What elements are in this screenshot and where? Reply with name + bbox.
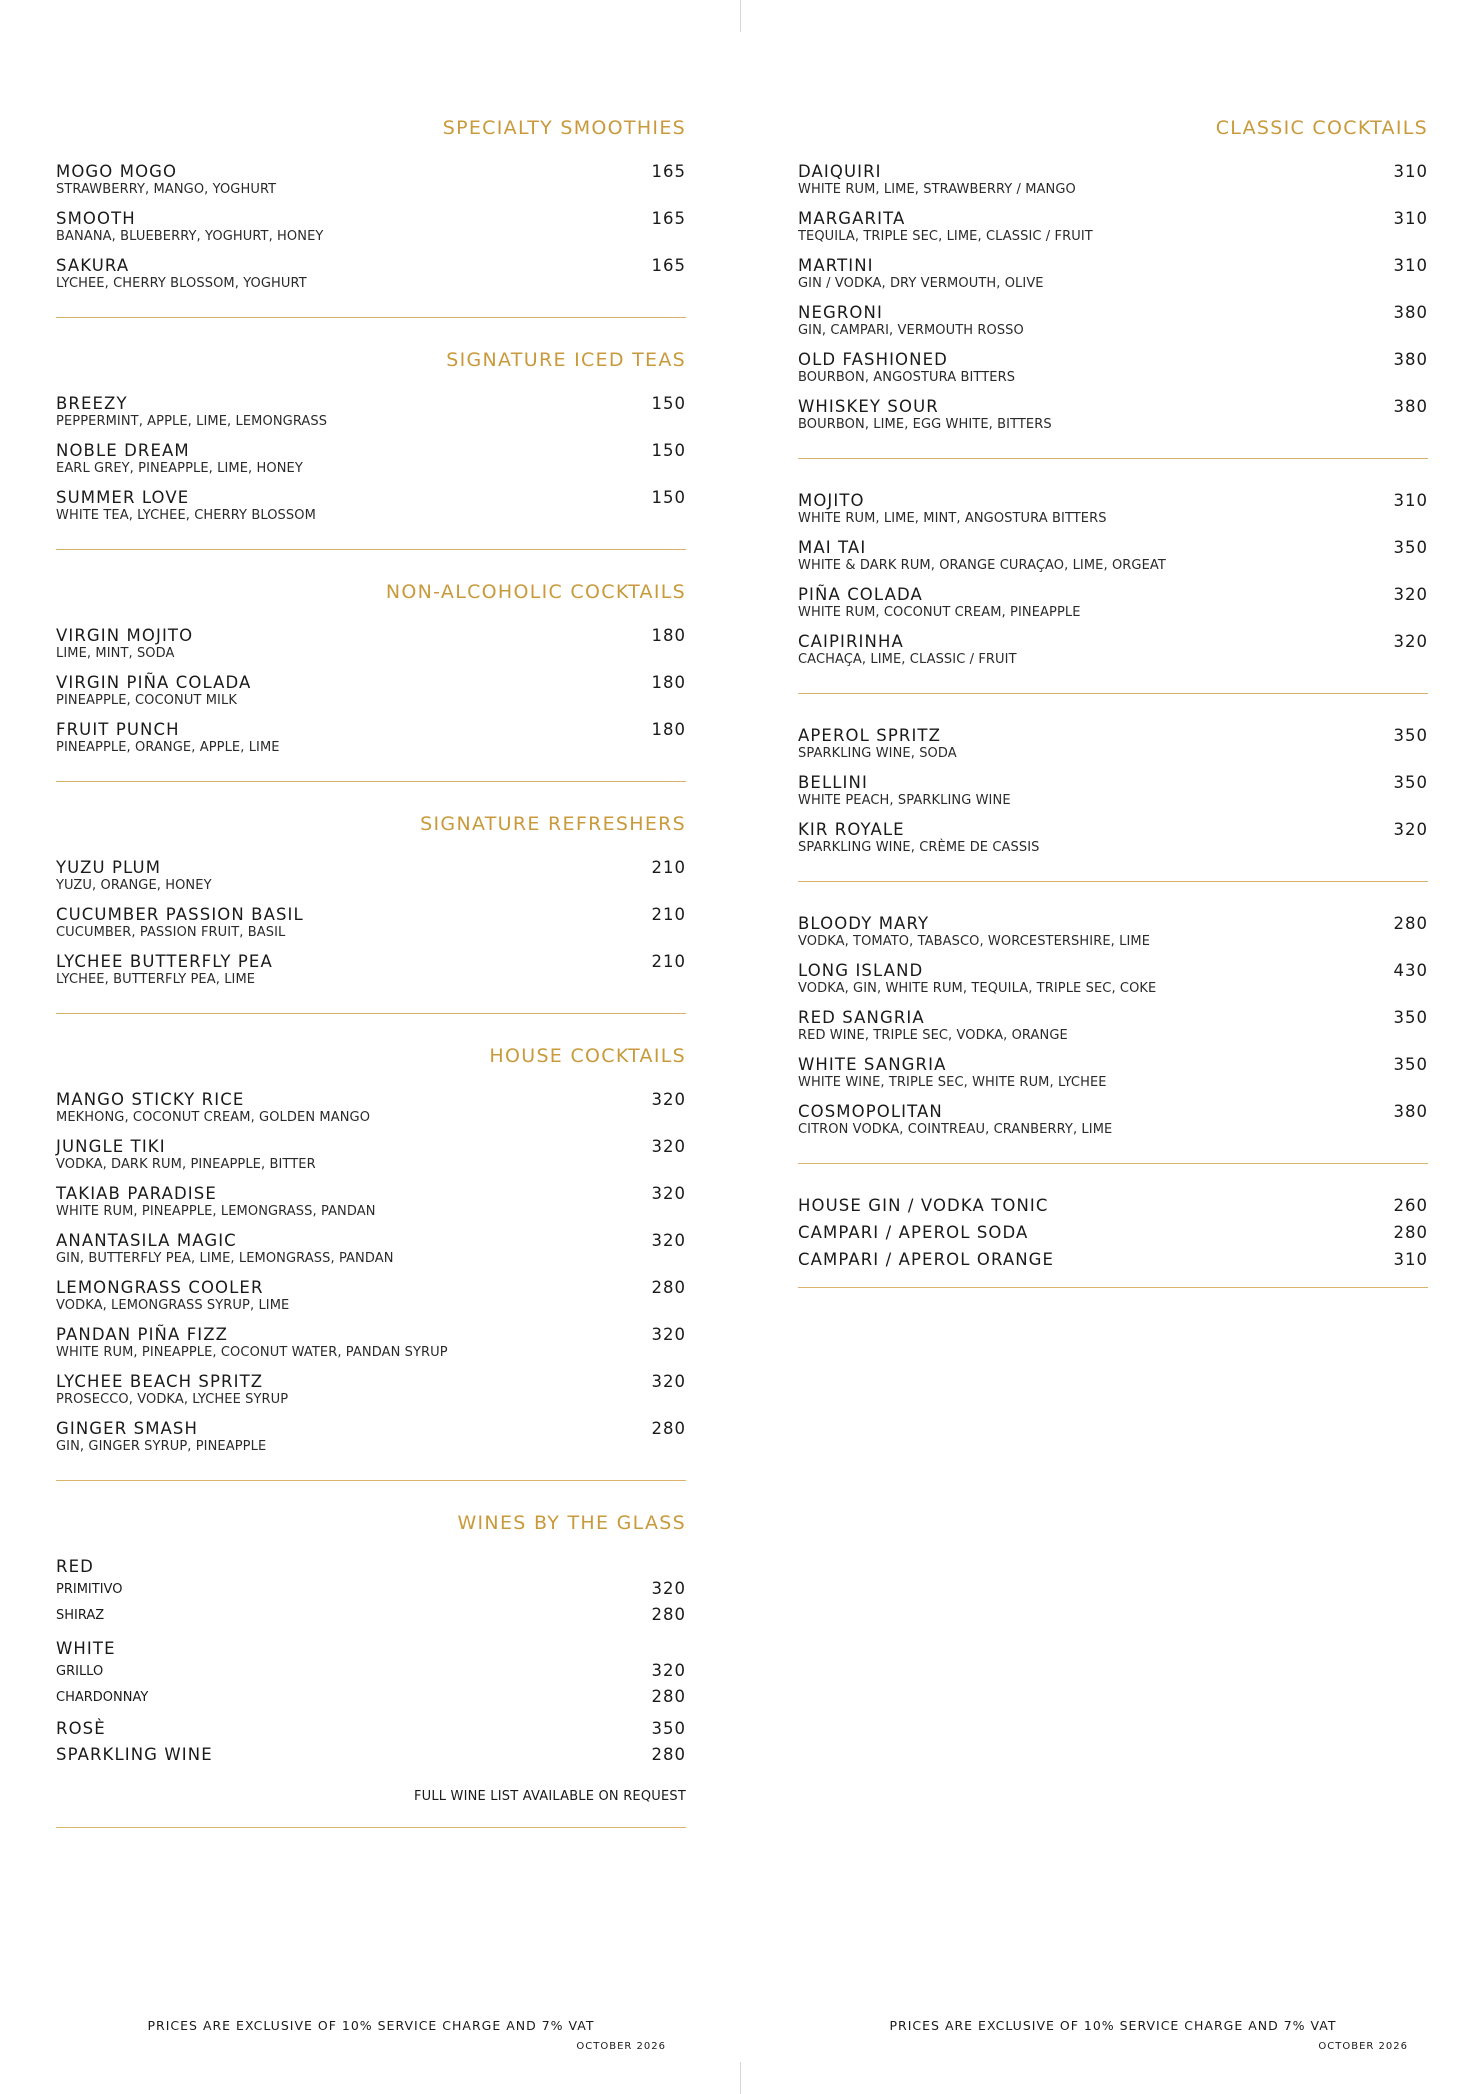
item-desc: LYCHEE, BUTTERFLY PEA, LIME [56, 972, 256, 987]
menu-item [798, 256, 1428, 303]
item-price: 380 [1393, 1102, 1428, 1121]
item-desc: CUCUMBER, PASSION FRUIT, BASIL [56, 925, 286, 940]
wine-name: SHIRAZ [56, 1608, 105, 1623]
item-price: 280 [1393, 1223, 1428, 1242]
item-name: JUNGLE TIKI [56, 1137, 166, 1156]
item-name: LEMONGRASS COOLER [56, 1278, 264, 1297]
menu-item [798, 961, 1428, 1008]
item-price: 350 [1393, 726, 1428, 745]
wine-row [56, 1687, 686, 1713]
menu-item [56, 1137, 686, 1184]
menu-item [56, 1372, 686, 1419]
item-desc: GIN, GINGER SYRUP, PINEAPPLE [56, 1439, 267, 1454]
item-price: 150 [651, 394, 686, 413]
menu-item [56, 673, 686, 720]
menu-item [798, 914, 1428, 961]
menu-item [56, 162, 686, 209]
item-price: 260 [1393, 1196, 1428, 1215]
item-name: WHISKEY SOUR [798, 397, 939, 416]
section-house-cocktails [56, 1046, 686, 1513]
section-title: CLASSIC COCKTAILS [1215, 117, 1428, 139]
item-name: BELLINI [798, 773, 868, 792]
item-price: 380 [1393, 397, 1428, 416]
item-price: 320 [1393, 820, 1428, 839]
item-name: NOBLE DREAM [56, 441, 190, 460]
section-title: SPECIALTY SMOOTHIES [442, 117, 686, 139]
item-name: LYCHEE BUTTERFLY PEA [56, 952, 273, 971]
wine-group-white [56, 1639, 686, 1713]
item-desc: PROSECCO, VODKA, LYCHEE SYRUP [56, 1392, 289, 1407]
item-name: CAIPIRINHA [798, 632, 904, 651]
menu-item [56, 256, 686, 303]
item-price: 430 [1393, 961, 1428, 980]
wine-price: 280 [651, 1687, 686, 1706]
item-price: 310 [1393, 162, 1428, 181]
item-name: PIÑA COLADA [798, 585, 923, 604]
price-disclaimer: PRICES ARE EXCLUSIVE OF 10% SERVICE CHARGE AND 7% VAT [147, 2018, 595, 2033]
menu-item [56, 441, 686, 488]
item-price: 380 [1393, 303, 1428, 322]
item-name: MARGARITA [798, 209, 906, 228]
item-name: PANDAN PIÑA FIZZ [56, 1325, 229, 1344]
item-price: 350 [1393, 538, 1428, 557]
item-desc: WHITE TEA, LYCHEE, CHERRY BLOSSOM [56, 508, 316, 523]
menu-date: OCTOBER 2026 [576, 2041, 666, 2052]
item-price: 150 [651, 488, 686, 507]
menu-item [798, 585, 1428, 632]
menu-item [798, 397, 1428, 444]
section-title: WINES BY THE GLASS [457, 1512, 686, 1534]
item-price: 180 [651, 626, 686, 645]
item-price: 165 [651, 162, 686, 181]
section-specialty-smoothies [56, 118, 686, 350]
menu-item [798, 350, 1428, 397]
item-desc: LYCHEE, CHERRY BLOSSOM, YOGHURT [56, 276, 307, 291]
section-title: SIGNATURE REFRESHERS [420, 813, 686, 835]
wine-name: CHARDONNAY [56, 1690, 149, 1705]
item-desc: WHITE WINE, TRIPLE SEC, WHITE RUM, LYCHEE [798, 1075, 1107, 1090]
item-price: 320 [651, 1184, 686, 1203]
wine-row-sparkling [56, 1745, 686, 1771]
item-desc: VODKA, DARK RUM, PINEAPPLE, BITTER [56, 1157, 316, 1172]
item-desc: SPARKLING WINE, SODA [798, 746, 957, 761]
menu-item [56, 1278, 686, 1325]
menu-item [56, 626, 686, 673]
item-desc: WHITE RUM, LIME, MINT, ANGOSTURA BITTERS [798, 511, 1107, 526]
item-desc: VODKA, TOMATO, TABASCO, WORCESTERSHIRE, LIME [798, 934, 1151, 949]
item-desc: WHITE RUM, PINEAPPLE, COCONUT WATER, PANDAN SYRUP [56, 1345, 448, 1360]
menu-date: OCTOBER 2026 [1318, 2041, 1408, 2052]
menu-item [56, 952, 686, 999]
section-wines-by-the-glass [56, 1513, 686, 1828]
item-name: APEROL SPRITZ [798, 726, 941, 745]
wine-name: PRIMITIVO [56, 1582, 123, 1597]
item-name: MARTINI [798, 256, 874, 275]
item-desc: GIN, CAMPARI, VERMOUTH ROSSO [798, 323, 1024, 338]
item-price: 165 [651, 256, 686, 275]
item-name: BLOODY MARY [798, 914, 930, 933]
item-desc: VODKA, LEMONGRASS SYRUP, LIME [56, 1298, 290, 1313]
wine-name: ROSÈ [56, 1719, 106, 1738]
item-price: 320 [651, 1372, 686, 1391]
wine-price: 320 [651, 1661, 686, 1680]
wine-name: SPARKLING WINE [56, 1745, 213, 1764]
wine-group-label: RED [56, 1557, 94, 1576]
menu-item [798, 209, 1428, 256]
item-name: HOUSE GIN / VODKA TONIC [798, 1196, 1049, 1215]
item-price: 320 [651, 1090, 686, 1109]
item-desc: BOURBON, ANGOSTURA BITTERS [798, 370, 1016, 385]
item-name: WHITE SANGRIA [798, 1055, 947, 1074]
item-name: MOJITO [798, 491, 865, 510]
item-desc: RED WINE, TRIPLE SEC, VODKA, ORANGE [798, 1028, 1068, 1043]
wine-price: 350 [651, 1719, 686, 1738]
menu-item [56, 394, 686, 441]
item-desc: SPARKLING WINE, CRÈME DE CASSIS [798, 840, 1040, 855]
item-name: SMOOTH [56, 209, 136, 228]
fold-line-bottom [740, 2062, 741, 2094]
item-price: 310 [1393, 1250, 1428, 1269]
menu-item [56, 858, 686, 905]
item-name: SUMMER LOVE [56, 488, 190, 507]
item-desc: WHITE & DARK RUM, ORANGE CURAÇAO, LIME, ORGEAT [798, 558, 1166, 573]
section-non-alcoholic-cocktails [56, 582, 686, 814]
item-price: 180 [651, 673, 686, 692]
item-desc: BANANA, BLUEBERRY, YOGHURT, HONEY [56, 229, 324, 244]
item-price: 320 [651, 1325, 686, 1344]
item-desc: STRAWBERRY, MANGO, YOGHURT [56, 182, 277, 197]
item-desc: PINEAPPLE, ORANGE, APPLE, LIME [56, 740, 280, 755]
item-desc: WHITE PEACH, SPARKLING WINE [798, 793, 1011, 808]
wine-list-note: FULL WINE LIST AVAILABLE ON REQUEST [413, 1789, 686, 1804]
item-price: 310 [1393, 209, 1428, 228]
menu-item [798, 1196, 1428, 1223]
item-name: FRUIT PUNCH [56, 720, 180, 739]
item-name: CUCUMBER PASSION BASIL [56, 905, 304, 924]
item-desc: TEQUILA, TRIPLE SEC, LIME, CLASSIC / FRUIT [798, 229, 1093, 244]
item-price: 280 [651, 1419, 686, 1438]
item-name: BREEZY [56, 394, 128, 413]
item-desc: VODKA, GIN, WHITE RUM, TEQUILA, TRIPLE SEC, COKE [798, 981, 1157, 996]
item-desc: WHITE RUM, PINEAPPLE, LEMONGRASS, PANDAN [56, 1204, 376, 1219]
menu-item [56, 1231, 686, 1278]
menu-item [798, 538, 1428, 585]
item-price: 320 [651, 1231, 686, 1250]
menu-item [798, 303, 1428, 350]
item-price: 320 [1393, 632, 1428, 651]
item-name: CAMPARI / APEROL SODA [798, 1223, 1029, 1242]
item-price: 280 [1393, 914, 1428, 933]
item-desc: LIME, MINT, SODA [56, 646, 175, 661]
item-price: 310 [1393, 491, 1428, 510]
menu-item [798, 1102, 1428, 1149]
item-price: 350 [1393, 1008, 1428, 1027]
menu-item [798, 1223, 1428, 1250]
menu-item [56, 1325, 686, 1372]
menu-item [798, 1008, 1428, 1055]
item-desc: BOURBON, LIME, EGG WHITE, BITTERS [798, 417, 1052, 432]
item-price: 280 [651, 1278, 686, 1297]
item-name: ANANTASILA MAGIC [56, 1231, 237, 1250]
wine-price: 280 [651, 1745, 686, 1764]
menu-item [56, 488, 686, 535]
right-column [798, 118, 1428, 1288]
menu-item [798, 773, 1428, 820]
footer-right [798, 2018, 1428, 2052]
menu-item [56, 720, 686, 767]
item-desc: EARL GREY, PINEAPPLE, LIME, HONEY [56, 461, 303, 476]
item-price: 210 [651, 905, 686, 924]
menu-item [798, 162, 1428, 209]
footer-left [56, 2018, 686, 2052]
item-price: 210 [651, 858, 686, 877]
section-divider [56, 1827, 686, 1828]
price-disclaimer: PRICES ARE EXCLUSIVE OF 10% SERVICE CHARGE AND 7% VAT [889, 2018, 1337, 2033]
item-price: 165 [651, 209, 686, 228]
wine-row [56, 1579, 686, 1605]
section-signature-iced-teas [56, 350, 686, 582]
item-desc: YUZU, ORANGE, HONEY [56, 878, 212, 893]
item-desc: CITRON VODKA, COINTREAU, CRANBERRY, LIME [798, 1122, 1113, 1137]
menu-item [56, 209, 686, 256]
item-name: YUZU PLUM [56, 858, 162, 877]
item-name: LONG ISLAND [798, 961, 924, 980]
item-price: 380 [1393, 350, 1428, 369]
item-desc: WHITE RUM, COCONUT CREAM, PINEAPPLE [798, 605, 1081, 620]
wine-row [56, 1661, 686, 1687]
item-desc: MEKHONG, COCONUT CREAM, GOLDEN MANGO [56, 1110, 371, 1125]
item-name: VIRGIN MOJITO [56, 626, 194, 645]
section-title: SIGNATURE ICED TEAS [446, 349, 686, 371]
menu-item [56, 1419, 686, 1466]
menu-item [798, 491, 1428, 538]
section-signature-refreshers [56, 814, 686, 1046]
wine-row-rose [56, 1719, 686, 1745]
item-name: VIRGIN PIÑA COLADA [56, 673, 252, 692]
item-name: SAKURA [56, 256, 130, 275]
wine-name: GRILLO [56, 1664, 104, 1679]
wine-price: 320 [651, 1579, 686, 1598]
item-name: MOGO MOGO [56, 162, 178, 181]
item-name: MANGO STICKY RICE [56, 1090, 245, 1109]
item-desc: WHITE RUM, LIME, STRAWBERRY / MANGO [798, 182, 1076, 197]
item-name: TAKIAB PARADISE [56, 1184, 217, 1203]
item-name: MAI TAI [798, 538, 867, 557]
item-name: RED SANGRIA [798, 1008, 925, 1027]
item-price: 350 [1393, 773, 1428, 792]
item-name: KIR ROYALE [798, 820, 905, 839]
wine-price: 280 [651, 1605, 686, 1624]
item-name: GINGER SMASH [56, 1419, 198, 1438]
section-title: HOUSE COCKTAILS [489, 1045, 686, 1067]
item-price: 310 [1393, 256, 1428, 275]
menu-item [798, 1250, 1428, 1277]
item-name: COSMOPOLITAN [798, 1102, 943, 1121]
item-name: CAMPARI / APEROL ORANGE [798, 1250, 1055, 1269]
wine-row [56, 1605, 686, 1631]
item-price: 180 [651, 720, 686, 739]
item-desc: PEPPERMINT, APPLE, LIME, LEMONGRASS [56, 414, 328, 429]
item-name: DAIQUIRI [798, 162, 882, 181]
menu-item [798, 820, 1428, 867]
fold-line-top [740, 0, 741, 32]
item-desc: GIN, BUTTERFLY PEA, LIME, LEMONGRASS, PANDAN [56, 1251, 394, 1266]
section-title: NON-ALCOHOLIC COCKTAILS [385, 581, 686, 603]
item-desc: CACHAÇA, LIME, CLASSIC / FRUIT [798, 652, 1017, 667]
left-column [56, 118, 686, 1828]
menu-item [56, 1184, 686, 1231]
item-name: NEGRONI [798, 303, 883, 322]
item-price: 150 [651, 441, 686, 460]
menu-item [798, 632, 1428, 679]
menu-item [56, 905, 686, 952]
item-desc: PINEAPPLE, COCONUT MILK [56, 693, 237, 708]
item-name: OLD FASHIONED [798, 350, 948, 369]
item-desc: GIN / VODKA, DRY VERMOUTH, OLIVE [798, 276, 1044, 291]
item-price: 320 [651, 1137, 686, 1156]
section-divider [798, 1287, 1428, 1288]
menu-item [56, 1090, 686, 1137]
item-price: 320 [1393, 585, 1428, 604]
wine-group-label: WHITE [56, 1639, 116, 1658]
wine-group-red [56, 1557, 686, 1631]
item-price: 210 [651, 952, 686, 971]
item-name: LYCHEE BEACH SPRITZ [56, 1372, 264, 1391]
menu-item [798, 1055, 1428, 1102]
menu-item [798, 726, 1428, 773]
item-price: 350 [1393, 1055, 1428, 1074]
